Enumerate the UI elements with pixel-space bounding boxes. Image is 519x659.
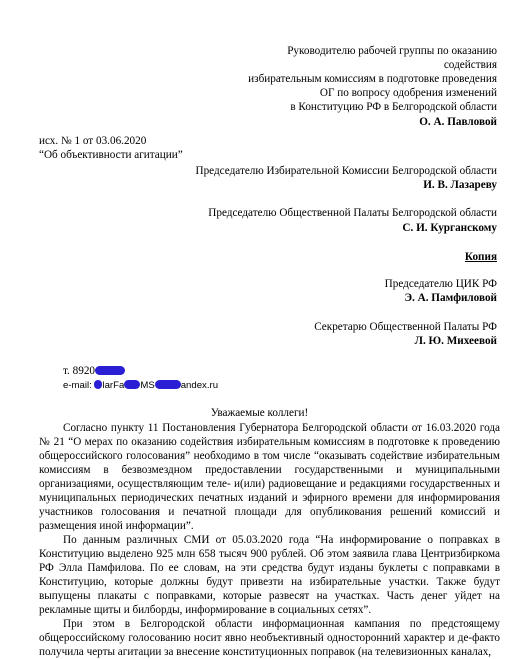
addressee-line: Председателю ЦИК РФ	[384, 278, 497, 290]
addressee-line: в Конституцию РФ в Белгородской области	[290, 101, 497, 113]
addressee-line: содействия	[443, 59, 497, 71]
redaction-mark	[95, 366, 125, 375]
greeting: Уважаемые коллеги!	[210, 407, 309, 419]
email-part: MS	[140, 380, 155, 391]
copy-label: Копия	[464, 251, 497, 263]
addressee-name: С. И. Курганскому	[402, 222, 497, 234]
addressee-name: Л. Ю. Михеевой	[414, 335, 497, 347]
phone-line	[63, 364, 125, 378]
body-paragraph: При этом в Белгородской области информационная кампания по предстоящему общероссийскому голосованию носит явно необъективный односторонний характер и де-факто получила черты агитации за внесение конституционных поправок (на телевизионных каналах,	[39, 618, 500, 658]
redaction-mark	[155, 380, 181, 389]
body-paragraph: Согласно пункту 11 Постановления Губернатора Белгородской области от 16.03.2020 года № 21 “О мерах по оказанию содействия избирательным комиссиям в подготовке к проведению общероссийского голосования” необходимо в том числе “оказывать содействие избирательным комиссиям в безвозмездном предоставлении государственными и муниципальными организациями, осуществляющим теле- и(или) радиовещание и редакциями государственных и муниципальных периодических печатных изданий и эфирного времени для информирования участников голосования и печатной площади для опубликования решений комиссий и размещения иной информации”.	[39, 422, 500, 532]
addressee-name: Э. А. Памфиловой	[404, 292, 497, 304]
email-line	[63, 379, 218, 393]
addressee-name: И. В. Лазареву	[423, 179, 497, 191]
addressee-line: Председателю Избирательной Комиссии Белгородской области	[195, 165, 497, 177]
addressee-line: Руководителю рабочей группы по оказанию	[287, 45, 497, 57]
addressee-name: О. А. Павловой	[419, 116, 497, 128]
email-part: larFa	[102, 380, 125, 391]
letter-body	[39, 421, 500, 659]
redaction-mark	[124, 380, 140, 389]
email-suffix: andex.ru	[180, 380, 219, 391]
outgoing-number: исх. № 1 от 03.06.2020	[39, 135, 147, 147]
addressee-line: Секретарю Общественной Палаты РФ	[314, 321, 497, 333]
outgoing-subject: “Об объективности агитации”	[39, 149, 183, 161]
email-prefix: e-mail:	[63, 380, 92, 391]
addressee-line: избирательным комиссиям в подготовке проведения	[248, 73, 497, 85]
addressee-line: Председателю Общественной Палаты Белгородской области	[208, 207, 497, 219]
phone-prefix: т. 8920	[63, 365, 96, 377]
addressee-line: ОГ по вопросу одобрения изменений	[319, 87, 497, 99]
body-paragraph: По данным различных СМИ от 05.03.2020 года “На информирование о поправках в Конституцию выделено 925 млн 658 тысяч 900 рублей. Об этом заявила глава Центризбиркома РФ Элла Памфилова. По ее словам, на эти средства будут изданы буклеты с поправками в Конституцию, которые должны будут привезти на избирательные участки. Также будут выпущены плакаты с поправками, которые развесят на участках. Часть денег уйдет на рекламные щиты и билборды, информирование в социальных сетях”.	[39, 534, 500, 616]
